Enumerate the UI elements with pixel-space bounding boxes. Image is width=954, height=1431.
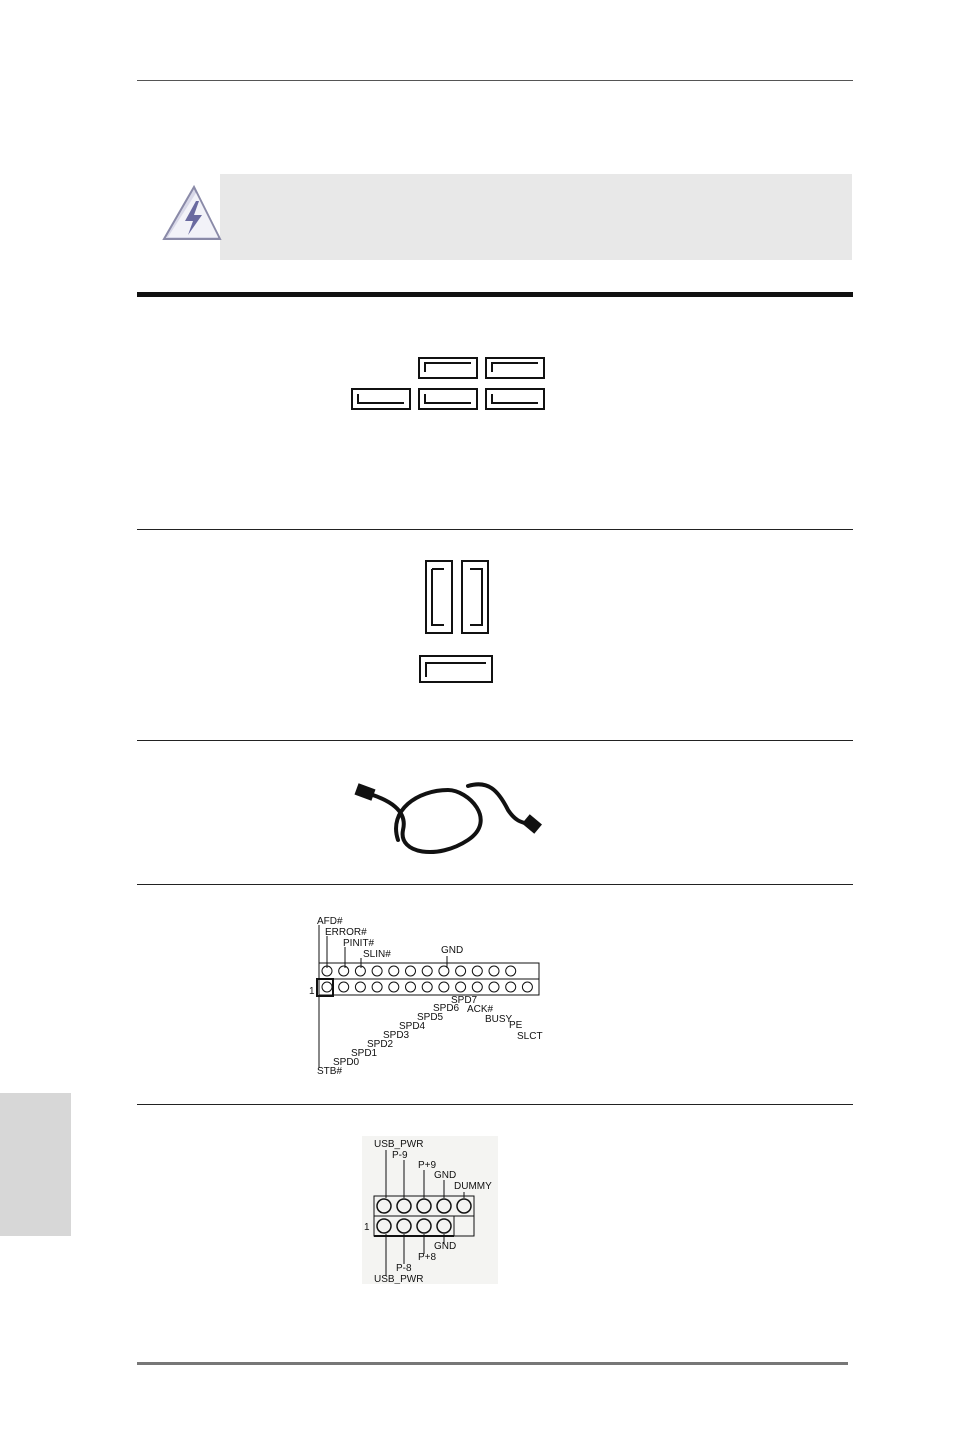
print-label-spd0: SPD0 <box>333 1057 360 1068</box>
print-label-stb: STB# <box>317 1066 343 1077</box>
usb-label-gnd-bottom: GND <box>434 1241 457 1252</box>
usb-label-usb-pwr-top: USB_PWR <box>374 1139 424 1150</box>
print-label-gnd: GND <box>441 945 464 956</box>
header-rule <box>137 80 853 81</box>
print-header-pin <box>406 966 416 976</box>
print-header-pin <box>439 966 449 976</box>
print-label-spd2: SPD2 <box>367 1039 394 1050</box>
print-header-pin <box>339 982 349 992</box>
print-header-pin <box>389 966 399 976</box>
usb-label-p9-plus: P+9 <box>418 1160 437 1171</box>
print-label-spd4: SPD4 <box>399 1021 426 1032</box>
print-label-pe: PE <box>509 1020 523 1031</box>
print-header-pin <box>489 966 499 976</box>
print-label-slin: SLIN# <box>363 949 391 960</box>
usb-header-pin <box>397 1199 411 1213</box>
print-header-pin <box>355 966 365 976</box>
print-header-pin <box>355 982 365 992</box>
usb-header-pin <box>417 1219 431 1233</box>
warning-note-box <box>220 174 852 260</box>
print-header-pin <box>472 966 482 976</box>
section-rule-4 <box>137 1104 853 1105</box>
print-header-pin <box>472 982 482 992</box>
print-header-pin <box>372 966 382 976</box>
print-label-spd6: SPD6 <box>433 1003 460 1014</box>
side-language-tab <box>0 1093 71 1236</box>
print-header-pin <box>456 966 466 976</box>
print-label-pinit: PINIT# <box>343 938 375 949</box>
usb-label-p8-minus: P-8 <box>396 1263 412 1274</box>
section-rule-1 <box>137 529 853 530</box>
print-label-afd: AFD# <box>317 916 343 927</box>
section-rule-2 <box>137 740 853 741</box>
print-header-pin <box>422 966 432 976</box>
usb-header-figure <box>362 1136 498 1284</box>
usb-header-pin <box>437 1199 451 1213</box>
print-header-pin <box>389 982 399 992</box>
print-header-pin <box>456 982 466 992</box>
print-header-figure <box>305 908 550 1078</box>
sata-vertical-figure <box>418 557 498 685</box>
usb-label-usb-pwr-bottom: USB_PWR <box>374 1274 424 1284</box>
print-header-pin <box>372 982 382 992</box>
usb-header-pin <box>417 1199 431 1213</box>
usb-header-pin <box>377 1219 391 1233</box>
pin1-label: 1 <box>309 986 315 997</box>
print-label-error: ERROR# <box>325 927 367 938</box>
print-header-pin <box>422 982 432 992</box>
section-rule-3 <box>137 884 853 885</box>
usb-label-p9-minus: P-9 <box>392 1150 408 1161</box>
print-label-spd3: SPD3 <box>383 1030 410 1041</box>
sata-connectors-figure <box>350 356 550 412</box>
print-label-slct: SLCT <box>517 1031 543 1042</box>
warning-lightning-icon <box>158 183 224 245</box>
print-header-pin <box>439 982 449 992</box>
usb-label-dummy: DUMMY <box>454 1181 492 1192</box>
usb-pin1-label: 1 <box>364 1222 370 1233</box>
usb-header-pin <box>437 1219 451 1233</box>
print-label-busy: BUSY <box>485 1014 513 1025</box>
print-label-spd1: SPD1 <box>351 1048 378 1059</box>
print-header-pin <box>322 982 332 992</box>
print-header-pin <box>339 966 349 976</box>
print-header-pin <box>506 966 516 976</box>
sata-cable-figure <box>348 770 544 860</box>
usb-header-pin <box>377 1199 391 1213</box>
usb-label-gnd-top: GND <box>434 1170 457 1181</box>
print-label-spd7: SPD7 <box>451 995 478 1006</box>
usb-label-p8-plus: P+8 <box>418 1252 437 1263</box>
print-label-spd5: SPD5 <box>417 1012 444 1023</box>
print-header-pin <box>506 982 516 992</box>
footer-rule <box>137 1362 848 1365</box>
print-header-pin <box>522 982 532 992</box>
usb-header-pin <box>457 1199 471 1213</box>
usb-header-pin <box>397 1219 411 1233</box>
print-label-ack: ACK# <box>467 1004 494 1015</box>
print-header-pin <box>489 982 499 992</box>
section-thick-rule <box>137 292 853 297</box>
print-header-pin <box>406 982 416 992</box>
